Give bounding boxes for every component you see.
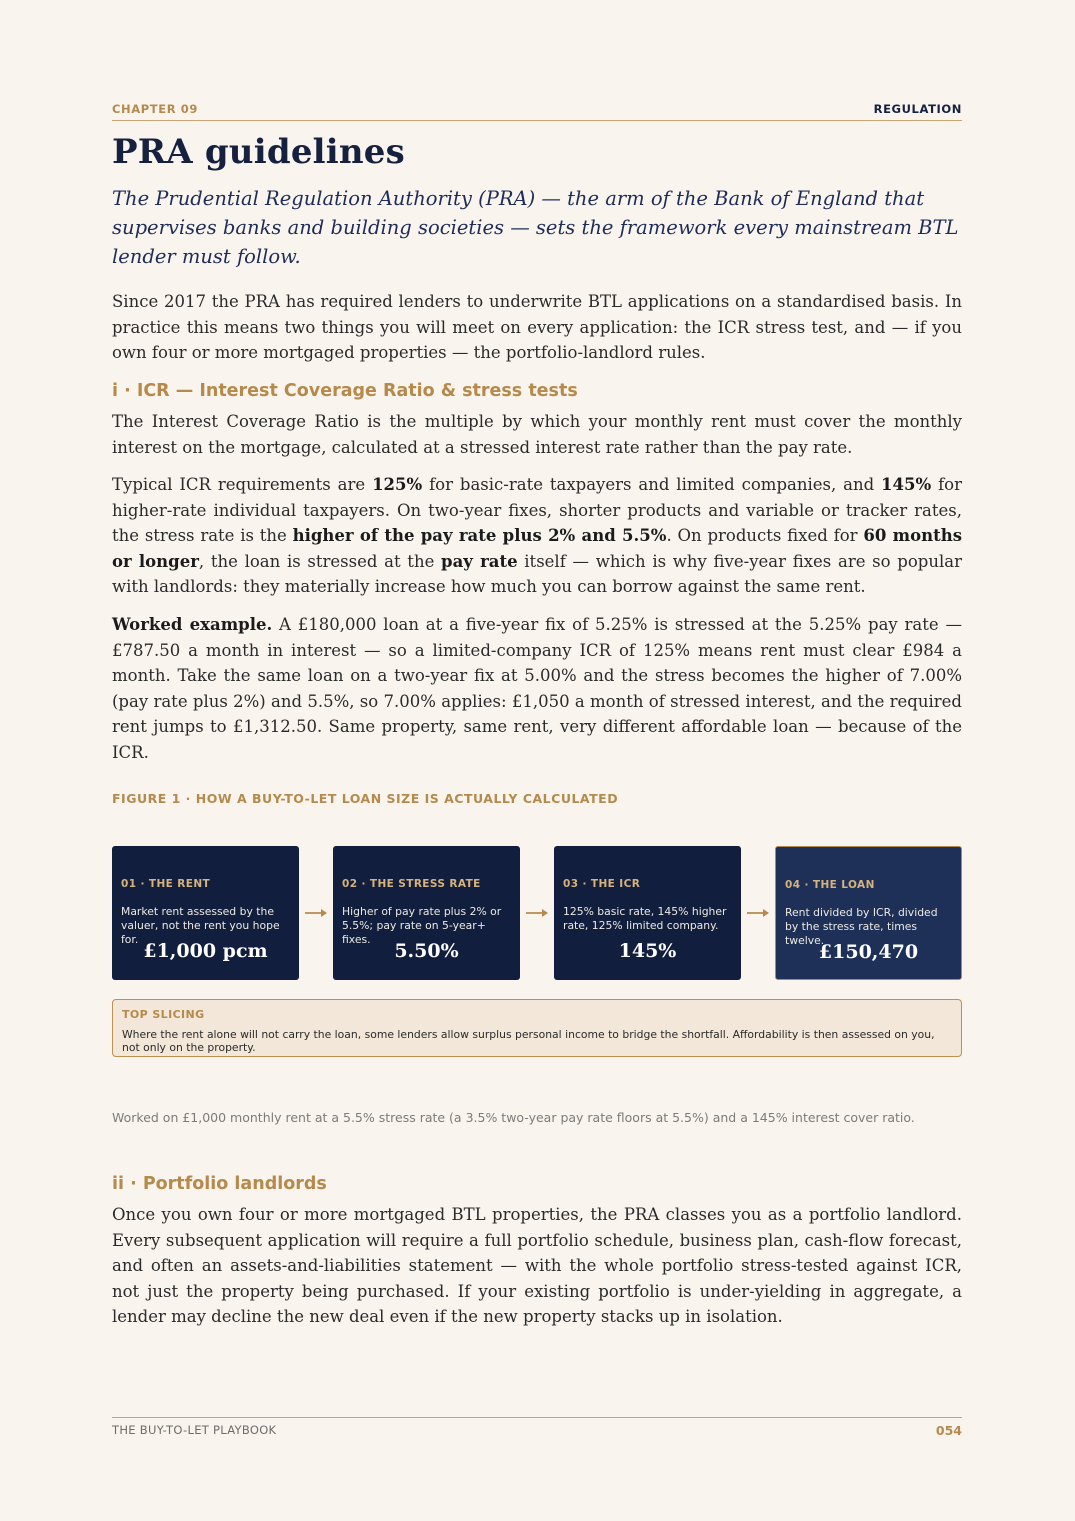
note-text: Where the rent alone will not carry the loan, some lenders allow surplus personal income to bridge the shortfall. Affordability is then assessed on you, not only on the property. (122, 1028, 935, 1054)
page-number: 054 (935, 1423, 962, 1438)
figure-label: FIGURE 1 · HOW A BUY-TO-LET LOAN SIZE IS ACTUALLY CALCULATED (112, 791, 619, 806)
portfolio-paragraph: Once you own four or more mortgaged BTL properties, the PRA classes you as a portfolio landlord. Every subsequent application will require a full portfolio schedule, business plan, cash-flow forecast, and often an assets-and-liabilities statement — with the whole portfolio stress-tested against ICR, not just the property being purchased. If your existing portfolio is under-yielding in aggregate, a lender may decline the new deal even if the new property stacks up in isolation. (112, 1205, 962, 1327)
arrow-right-icon (746, 906, 770, 920)
intro-paragraph: Since 2017 the PRA has required lenders to underwrite BTL applications on a standardised basis. In practice this means two things you will meet on every application: the ICR stress test, and — if you own four or more mortgaged properties — the portfolio-landlord rules. (112, 292, 962, 363)
section-heading-portfolio: ii · Portfolio landlords (112, 1174, 327, 1194)
arrow-right-icon (304, 906, 328, 920)
step-value: 5.50% (394, 940, 459, 962)
section-heading-icr: i · ICR — Interest Coverage Ratio & stress tests (112, 381, 578, 401)
flow-step-loan (775, 846, 962, 980)
worked-example-paragraph: Worked example. A £180,000 loan at a five-year fix of 5.25% is stressed at the 5.25% pay rate — £787.50 a month in interest — so a limited-company ICR of 125% means rent must clear £984 a month. Take the same loan on a two-year fix at 5.00% and the stress becomes the higher of 7.00% (pay rate plus 2%) and 5.5%, so 7.00% applies: £1,050 a month of stressed interest, and the required rent jumps to £1,312.50. Same property, same rent, very different affordable loan — because of the ICR. (112, 615, 962, 762)
step-description: Rent divided by ICR, divided by the stress rate, times twelve. (785, 906, 938, 947)
chapter-label: CHAPTER 09 (112, 102, 198, 116)
arrow-right-icon (525, 906, 549, 920)
flow-step-rent (112, 846, 299, 980)
section-label: REGULATION (873, 102, 962, 116)
flow-step-stress-rate (333, 846, 520, 980)
note-title: TOP SLICING (122, 1008, 205, 1021)
step-label: 01 · THE RENT (121, 878, 211, 890)
step-description: 125% basic rate, 145% higher rate, 125% limited company. (563, 905, 727, 932)
page-footer (112, 1417, 962, 1438)
step-value: 145% (618, 940, 677, 962)
step-label: 03 · THE ICR (563, 878, 641, 890)
figure-caption: Worked on £1,000 monthly rent at a 5.5% stress rate (a 3.5% two-year pay rate floors at 5.5%) and a 145% interest cover ratio. (112, 1110, 915, 1125)
step-value: £150,470 (818, 941, 919, 963)
page-title: PRA guidelines (112, 132, 405, 172)
step-description: Higher of pay rate plus 2% or 5.5%; pay rate on 5-year+ fixes. (342, 905, 502, 946)
worked-example-lead: Worked example. (112, 615, 273, 634)
book-title: THE BUY-TO-LET PLAYBOOK (112, 1423, 277, 1437)
flow-step-icr (554, 846, 741, 980)
icr-paragraph-2: Typical ICR requirements are 125% for basic-rate taxpayers and limited companies, and 145% for higher-rate individual taxpayers. On two-year fixes, shorter products and variable or tracker rates, the stress rate is the higher of the pay rate plus 2% and 5.5%. On products fixed for 60 months or longer, the loan is stressed at the pay rate itself — which is why five-year fixes are so popular with landlords: they materially increase how much you can borrow against the same rent. (112, 475, 962, 597)
dek: The Prudential Regulation Authority (PRA) — the arm of the Bank of England that supervises banks and building societies — sets the framework every mainstream BTL lender must follow. (112, 187, 959, 268)
step-value: £1,000 pcm (143, 940, 268, 962)
icr-paragraph-1: The Interest Coverage Ratio is the multiple by which your monthly rent must cover the monthly interest on the mortgage, calculated at a stressed interest rate rather than the pay rate. (112, 412, 962, 457)
top-slicing-note (112, 999, 962, 1057)
step-description: Market rent assessed by the valuer, not the rent you hope for. (121, 905, 280, 946)
step-label: 02 · THE STRESS RATE (342, 878, 481, 890)
step-label: 04 · THE LOAN (785, 879, 875, 891)
running-head (112, 102, 962, 121)
